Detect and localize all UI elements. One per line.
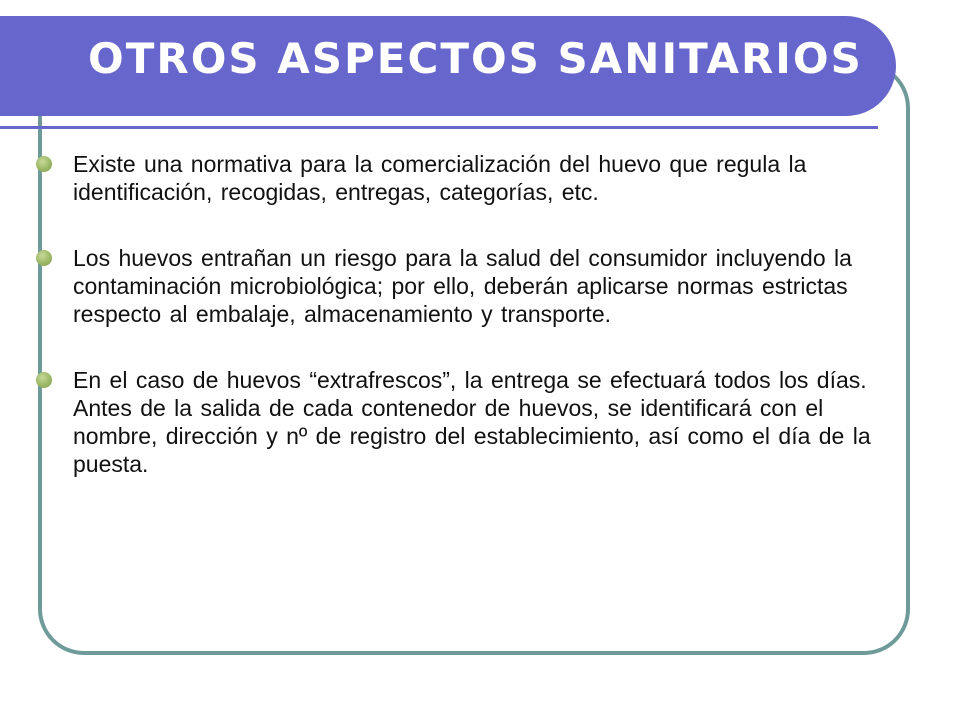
- bullet-text: En el caso de huevos “extrafrescos”, la entrega se efectuará todos los días. Antes de la salida de cada contenedor de huevos, se identificará con el nombre, dirección y nº de registro del establecimiento, así como el día de la puesta.: [73, 367, 871, 477]
- bullet-icon: [36, 156, 52, 172]
- bullet-item: [36, 244, 886, 328]
- title-underline: [0, 126, 878, 129]
- bullet-item: [36, 150, 886, 206]
- bullet-list: [36, 150, 886, 478]
- bullet-text: Los huevos entrañan un riesgo para la salud del consumidor incluyendo la contaminación microbiológica; por ello, deberán aplicarse normas estrictas respecto al embalaje, almacenamiento y transporte.: [73, 245, 852, 327]
- bullet-icon: [36, 372, 52, 388]
- bullet-item: [36, 366, 886, 478]
- bullet-text: Existe una normativa para la comercialización del huevo que regula la identificación, recogidas, entregas, categorías, etc.: [73, 151, 807, 205]
- slide-title: OTROS ASPECTOS SANITARIOS: [88, 34, 863, 83]
- bullet-icon: [36, 250, 52, 266]
